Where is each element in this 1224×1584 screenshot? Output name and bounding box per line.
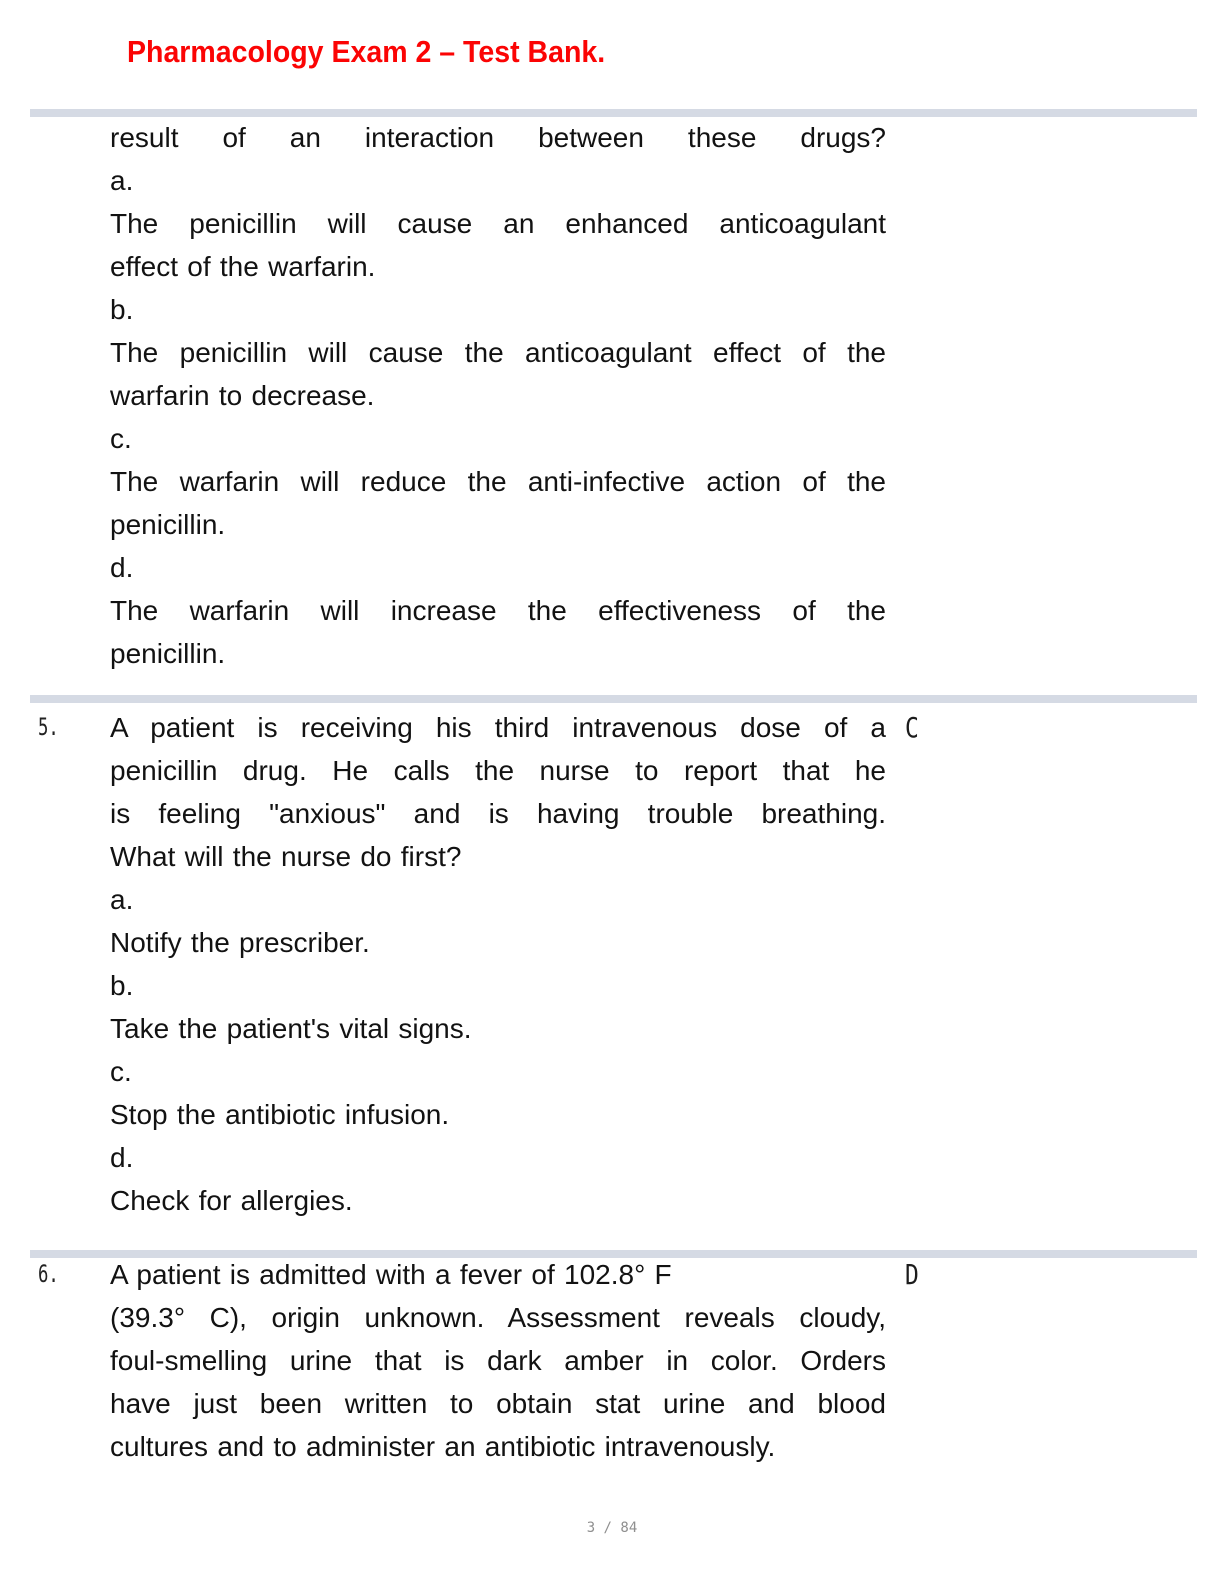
stem-line: result of an interaction between these drugs? xyxy=(110,122,886,153)
answer-letter: D xyxy=(905,1258,919,1291)
option-label: c. xyxy=(110,1056,132,1087)
option-label: d. xyxy=(110,1142,134,1173)
option-text-line: The penicillin will cause an enhanced anticoagulant xyxy=(110,208,886,239)
option-text-line: The warfarin will increase the effectiveness of the xyxy=(110,595,886,626)
option-text-line: penicillin. xyxy=(110,638,226,669)
question-content xyxy=(110,1253,886,1468)
option-label: c. xyxy=(110,423,132,454)
option-text-line: penicillin. xyxy=(110,509,226,540)
page-number: 3 / 84 xyxy=(586,1520,638,1536)
stem-line: foul-smelling urine that is dark amber in color. Orders xyxy=(110,1345,886,1376)
stem-line: (39.3° C), origin unknown. Assessment reveals cloudy, xyxy=(110,1302,886,1333)
stem-line: What will the nurse do first? xyxy=(110,841,462,872)
option-text-line: Stop the antibiotic infusion. xyxy=(110,1099,450,1130)
stem-line: have just been written to obtain stat urine and blood xyxy=(110,1388,886,1419)
question-content xyxy=(110,706,886,1222)
stem-line: is feeling "anxious" and is having trouble breathing. xyxy=(110,798,886,829)
option-label: d. xyxy=(110,552,134,583)
option-text-line: The warfarin will reduce the anti-infective action of the xyxy=(110,466,886,497)
question-number: 5. xyxy=(38,713,59,741)
page-title: Pharmacology Exam 2 – Test Bank. xyxy=(127,34,606,69)
option-text-line: warfarin to decrease. xyxy=(110,380,375,411)
question-number: 6. xyxy=(38,1260,59,1288)
stem-line: A patient is admitted with a fever of 102.8° F xyxy=(110,1259,672,1290)
option-label: a. xyxy=(110,884,134,915)
stem-line: A patient is receiving his third intravenous dose of a xyxy=(110,712,886,743)
option-label: b. xyxy=(110,970,134,1001)
option-text-line: effect of the warfarin. xyxy=(110,251,376,282)
option-label: b. xyxy=(110,294,134,325)
option-label: a. xyxy=(110,165,134,196)
option-text-line: The penicillin will cause the anticoagulant effect of the xyxy=(110,337,886,368)
option-text-line: Take the patient's vital signs. xyxy=(110,1013,472,1044)
question-content xyxy=(110,116,886,675)
stem-line: penicillin drug. He calls the nurse to report that he xyxy=(110,755,886,786)
answer-letter: C xyxy=(905,711,919,744)
option-text-line: Notify the prescriber. xyxy=(110,927,370,958)
stem-line: cultures and to administer an antibiotic intravenously. xyxy=(110,1431,776,1462)
option-text-line: Check for allergies. xyxy=(110,1185,353,1216)
section-divider-2 xyxy=(30,695,1197,703)
